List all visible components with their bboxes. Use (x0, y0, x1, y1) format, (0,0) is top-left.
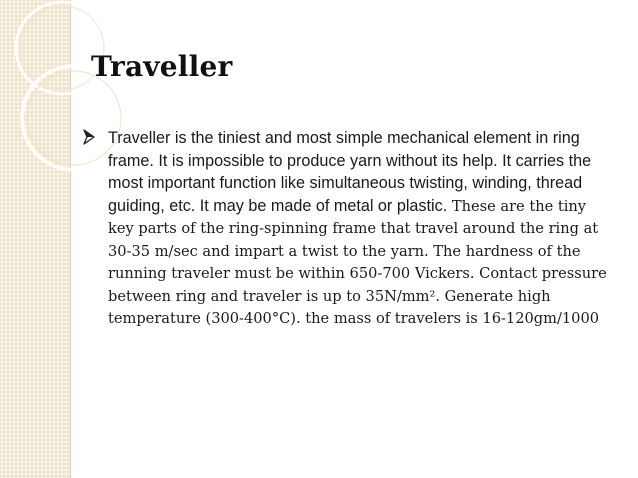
bullet-text (108, 127, 608, 330)
slide-title: Traveller (91, 50, 233, 83)
decorative-side-band (0, 0, 71, 478)
bullet-text-sans: Traveller is the tiniest and most simple mechanical element in ring frame. It is impossible to produce yarn without its help. It carries the most important function like simultaneous twisting, winding, thread guiding, etc. It may be made of metal or plastic. (108, 129, 592, 215)
arrow-bullet-icon (82, 128, 96, 146)
bullet-text-serif: These are the tiny key parts of the ring-spinning frame that travel around the ring at 30-35 m/sec and impart a twist to the yarn. The hardness of the running traveler must be within 650-700 Vickers. Contact pressure between ring and traveler is up to 35N/mm². Generate high temperature (300-400°C). the mass of travelers is 16-120gm/1000 (108, 197, 607, 327)
